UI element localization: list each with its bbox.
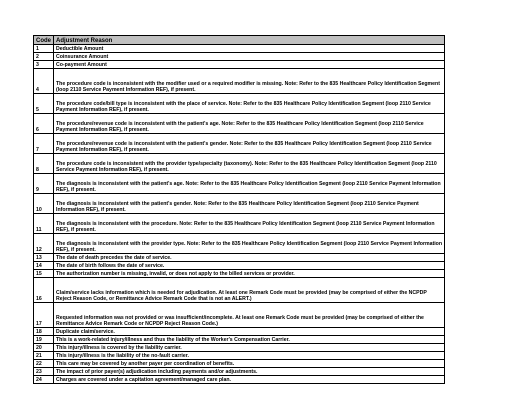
code-cell: 10 [34,194,54,214]
code-cell: 3 [34,61,54,69]
reason-cell: Duplicate claim/service. [54,328,445,336]
adjustment-reason-table [33,35,445,384]
reason-cell: The diagnosis is inconsistent with the patient's gender. Note: Refer to the 835 Healthcare Policy Identification Segment (loop 2110 Service Payment Information REF), if present. [54,194,445,214]
table-row [34,234,445,254]
code-cell: 20 [34,344,54,352]
reason-cell: The diagnosis is inconsistent with the provider type. Note: Refer to the 835 Healthcare Policy Identification Segment (loop 2110 Service Payment Information REF), if present. [54,234,445,254]
table-row [34,270,445,278]
reason-cell: This is a work-related injury/illness and thus the liability of the Worker's Compensation Carrier. [54,336,445,344]
reason-cell: The date of birth follows the date of service. [54,262,445,270]
column-header-code: Code [34,36,54,45]
code-cell: 17 [34,303,54,328]
table-row [34,278,445,303]
table-row [34,174,445,194]
code-cell: 24 [34,376,54,384]
code-cell: 22 [34,360,54,368]
table-row [34,45,445,53]
table-row [34,376,445,384]
code-cell: 14 [34,262,54,270]
reason-cell: This care may be covered by another payer per coordination of benefits. [54,360,445,368]
table-row [34,352,445,360]
code-cell: 6 [34,114,54,134]
reason-cell: Deductible Amount [54,45,445,53]
table-row [34,303,445,328]
reason-cell: The date of death precedes the date of service. [54,254,445,262]
code-cell: 12 [34,234,54,254]
reason-cell: The authorization number is missing, invalid, or does not apply to the billed services or provider. [54,270,445,278]
reason-cell: The procedure code is inconsistent with the provider type/specialty (taxonomy). Note: Refer to the 835 Healthcare Policy Identification Segment (loop 2110 Service Payment Information REF), if present. [54,154,445,174]
table-row [34,114,445,134]
table-row [34,262,445,270]
table-row [34,254,445,262]
code-cell: 8 [34,154,54,174]
code-cell: 1 [34,45,54,53]
table-row [34,328,445,336]
reason-cell: Requested information was not provided or was insufficient/incomplete. At least one Remark Code must be provided (may be comprised of either the Remittance Advice Remark Code or NCPDP Reject Reason Code.) [54,303,445,328]
table-row [34,154,445,174]
code-cell: 11 [34,214,54,234]
table-row [34,194,445,214]
reason-cell: The procedure/revenue code is inconsistent with the patient's gender. Note: Refer to the 835 Healthcare Policy Identification Segment (loop 2110 Service Payment Information REF), if present. [54,134,445,154]
reason-cell: The procedure code is inconsistent with the modifier used or a required modifier is missing. Note: Refer to the 835 Healthcare Policy Identification Segment (loop 2110 Service Payment Information REF), if present. [54,69,445,94]
column-header-reason: Adjustment Reason [54,36,445,45]
code-cell: 4 [34,69,54,94]
code-cell: 2 [34,53,54,61]
table-row [34,94,445,114]
code-cell: 15 [34,270,54,278]
reason-cell: Claim/service lacks information which is needed for adjudication. At least one Remark Code must be provided (may be comprised of either the NCPDP Reject Reason Code, or Remittance Advice Remark Code that is not an ALERT.) [54,278,445,303]
reason-cell: The diagnosis is inconsistent with the patient's age. Note: Refer to the 835 Healthcare Policy Identification Segment (loop 2110 Service Payment Information REF), if present. [54,174,445,194]
reason-cell: The procedure code/bill type is inconsistent with the place of service. Note: Refer to the 835 Healthcare Policy Identification Segment (loop 2110 Service Payment Information REF), if present. [54,94,445,114]
table-row [34,69,445,94]
table-row [34,134,445,154]
reason-cell: The impact of prior payer(s) adjudication including payments and/or adjustments. [54,368,445,376]
reason-cell: Charges are covered under a capitation agreement/managed care plan. [54,376,445,384]
table-header-row [34,36,445,45]
reason-cell: The procedure/revenue code is inconsistent with the patient's age. Note: Refer to the 835 Healthcare Policy Identification Segment (loop 2110 Service Payment Information REF), if present. [54,114,445,134]
code-cell: 7 [34,134,54,154]
table-row [34,61,445,69]
code-cell: 13 [34,254,54,262]
code-cell: 21 [34,352,54,360]
code-cell: 23 [34,368,54,376]
table-row [34,344,445,352]
code-cell: 18 [34,328,54,336]
table-row [34,336,445,344]
reason-cell: Coinsurance Amount [54,53,445,61]
table-row [34,53,445,61]
table-body [34,45,445,384]
reason-cell: This injury/illness is the liability of the no-fault carrier. [54,352,445,360]
code-cell: 5 [34,94,54,114]
table-row [34,360,445,368]
reason-cell: The diagnosis is inconsistent with the procedure. Note: Refer to the 835 Healthcare Policy Identification Segment (loop 2110 Service Payment Information REF), if present. [54,214,445,234]
code-cell: 19 [34,336,54,344]
code-cell: 16 [34,278,54,303]
reason-cell: Co-payment Amount [54,61,445,69]
code-cell: 9 [34,174,54,194]
reason-cell: This injury/illness is covered by the liability carrier. [54,344,445,352]
table-row [34,368,445,376]
table-row [34,214,445,234]
